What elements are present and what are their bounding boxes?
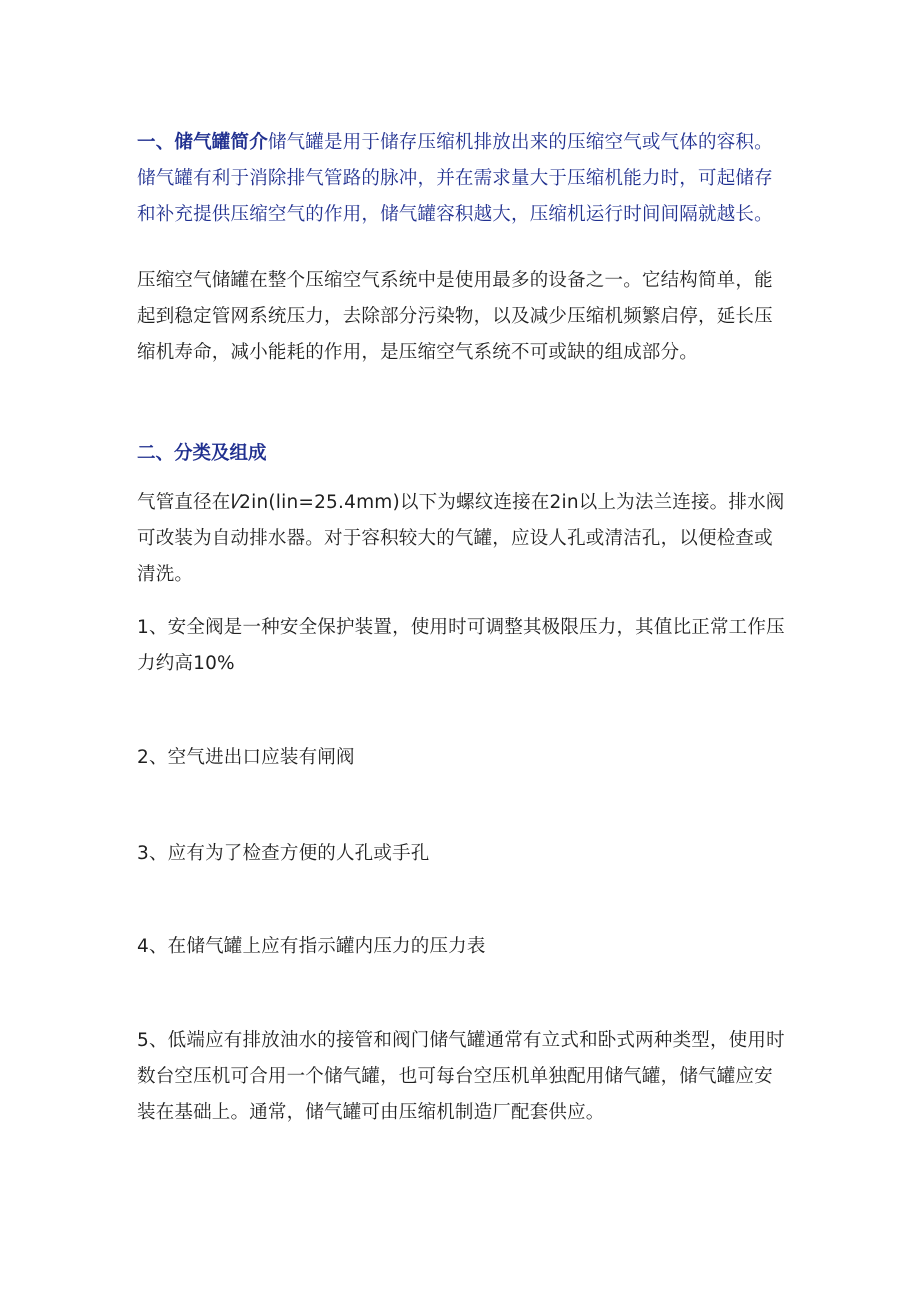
list-item-5: 5、低端应有排放油水的接管和阀门储气罐通常有立式和卧式两种类型，使用时数台空压机可合用一个储气罐，也可每台空压机单独配用储气罐，储气罐应安装在基础上。通常，储气罐可由压缩机制造厂配套供应。 — [137, 1030, 785, 1123]
section-1-heading: 一、储气罐简介 — [137, 132, 268, 153]
list-item-1: 1、安全阀是一种安全保护装置，使用时可调整其极限压力，其值比正常工作压力约高10% — [137, 617, 785, 674]
list-item-3: 3、应有为了检查方便的人孔或手孔 — [137, 843, 430, 864]
paragraph-pipe-connection: 气管直径在l⁄2in(lin=25.4mm)以下为螺纹连接在2in以上为法兰连接。排水阀可改装为自动排水器。对于容积较大的气罐，应设人孔或清洁孔，以便检查或清洗。 — [137, 492, 785, 585]
section-1-paragraph — [137, 125, 787, 233]
list-item-2: 2、空气进出口应装有闸阀 — [137, 747, 355, 768]
section-1-intro: 储气罐是用于储存压缩机排放出来的压缩空气或气体的容积。储气罐有利于消除排气管路的脉冲，并在需求量大于压缩机能力时，可起储存和补充提供压缩空气的作用，储气罐容积越大，压缩机运行时间间隔就越长。 — [137, 132, 773, 225]
section-2-heading: 二、分类及组成 — [137, 443, 267, 464]
paragraph-compressed-air-tank: 压缩空气储罐在整个压缩空气系统中是使用最多的设备之一。它结构简单，能起到稳定管网系统压力，去除部分污染物，以及减少压缩机频繁启停，延长压缩机寿命，减小能耗的作用，是压缩空气系统不可或缺的组成部分。 — [137, 270, 773, 363]
list-item-4: 4、在储气罐上应有指示罐内压力的压力表 — [137, 936, 486, 957]
